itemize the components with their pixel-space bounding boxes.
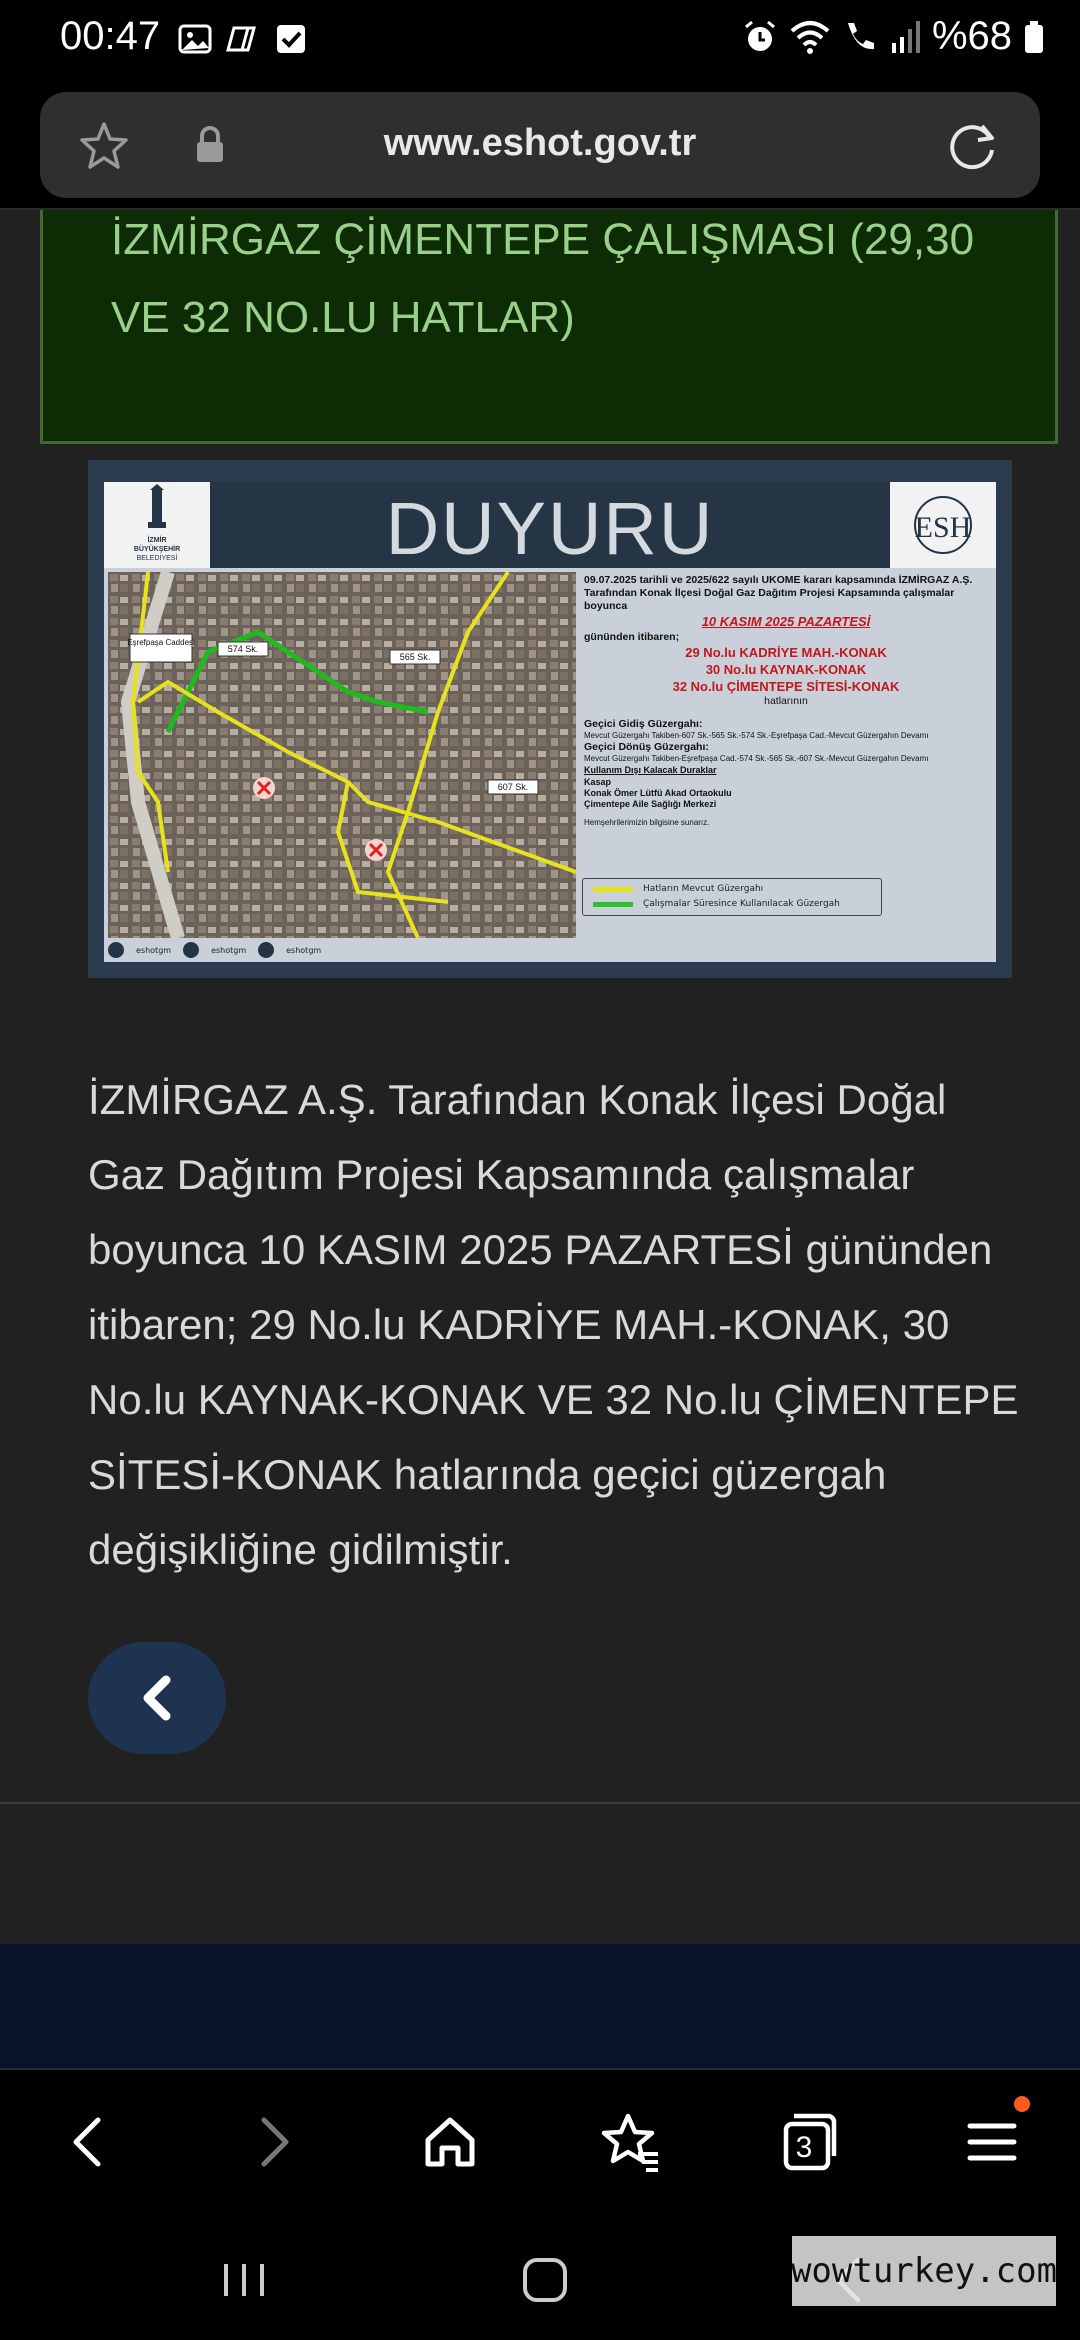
divider: [0, 1802, 1080, 1804]
browser-address-area: [0, 84, 1080, 210]
announcement-poster[interactable]: [88, 460, 1012, 978]
status-time: 00:47: [60, 14, 161, 58]
poster-outbound-route: Mevcut Güzergahı Takiben-607 Sk.-565 Sk.-574 Sk.-Eşrefpaşa Cad.-Mevcut Güzergahın Devamı: [584, 731, 929, 740]
poster-heading: DUYURU: [385, 487, 715, 570]
poster-inner: [104, 482, 996, 962]
legend-swatch-green: [593, 902, 633, 907]
browser-toolbar: [0, 2068, 1080, 2216]
twitter-icon: [183, 942, 199, 958]
poster-stop: Kasap: [584, 777, 612, 787]
site-footer: [0, 1944, 1080, 2078]
poster-line-29: 29 No.lu KADRİYE MAH.-KONAK: [685, 645, 887, 660]
status-right: [742, 14, 1044, 59]
map-label-607: 607 Sk.: [497, 782, 529, 792]
map-legend: [582, 878, 882, 916]
back-button[interactable]: [88, 1642, 226, 1754]
svg-text:BELEDİYESİ: BELEDİYESİ: [136, 555, 178, 562]
poster-header: [104, 482, 996, 568]
legend-swatch-yellow: [593, 887, 633, 892]
status-bar: [0, 0, 1080, 84]
closed-stop-marker: [365, 839, 387, 861]
izmir-municipality-logo: [104, 482, 210, 568]
notification-dot: [1014, 2096, 1030, 2112]
article-title-box: [40, 210, 1058, 444]
poster-social: [108, 942, 321, 958]
notification-icons: [178, 22, 308, 56]
legend-label: Hatların Mevcut Güzergahı: [643, 884, 764, 894]
tab-count: 3: [795, 2131, 813, 2164]
poster-intro: 09.07.2025 tarihli ve 2025/622 sayılı UKOME kararı kapsamında İZMİRGAZ A.Ş. Tarafından Konak İlçesi Doğal Gaz Dağıtım Projesi Kapsamında çalışmalar boyunca: [584, 574, 973, 612]
wifi-icon: [790, 19, 830, 55]
map-label-esrefpasa: Eşrefpaşa Caddesi: [127, 638, 195, 647]
social-handle: eshotgm: [211, 945, 247, 955]
poster-stop: Konak Ömer Lütfü Akad Ortaokulu: [584, 788, 732, 798]
alarm-icon: [742, 19, 778, 55]
back-icon[interactable]: [58, 2110, 122, 2174]
map-label-574: 574 Sk.: [227, 644, 259, 654]
article-body: İZMİRGAZ A.Ş. Tarafından Konak İlçesi Doğal Gaz Dağıtım Projesi Kapsamında çalışmalar boyunca 10 KASIM 2025 PAZARTESİ gününden itibaren; 29 No.lu KADRİYE MAH.-KONAK, 30 No.lu KAYNAK-KONAK VE 32 No.lu ÇİMENTEPE SİTESİ-KONAK hatlarında geçici güzergah değişikliğine gidilmiştir.: [88, 1076, 1019, 1573]
social-handle: eshotgm: [286, 945, 322, 955]
closed-stop-marker: [253, 777, 275, 799]
home-nav-icon[interactable]: [515, 2250, 575, 2310]
facebook-icon: [108, 942, 124, 958]
address-bar[interactable]: [40, 92, 1040, 198]
wifi-call-icon: [842, 19, 878, 55]
eshot-logo: [890, 482, 996, 568]
bookmarks-icon[interactable]: [598, 2110, 662, 2174]
route-map: [108, 572, 576, 938]
copilot-icon: [226, 22, 260, 56]
svg-text:ESH: ESH: [914, 511, 972, 544]
poster-notice: Hemşehrilerimizin bilgisine sunarız.: [584, 818, 710, 827]
url-text[interactable]: www.eshot.gov.tr: [383, 122, 697, 164]
check-square-icon: [274, 22, 308, 56]
social-handle: eshotgm: [136, 945, 172, 955]
poster-from: gününden itibaren;: [584, 631, 680, 643]
poster-text: [584, 574, 988, 828]
instagram-icon: [258, 942, 274, 958]
poster-return-title: Geçici Dönüş Güzergahı:: [584, 741, 709, 753]
poster-outbound-title: Geçici Gidiş Güzergahı:: [584, 718, 703, 730]
menu-button[interactable]: [960, 2110, 1024, 2174]
svg-text:İZMİR: İZMİR: [147, 537, 167, 544]
web-page: [0, 210, 1080, 2078]
svg-text:BÜYÜKŞEHİR: BÜYÜKŞEHİR: [133, 546, 181, 553]
battery-percent: %68: [931, 14, 1012, 58]
reload-icon[interactable]: [946, 118, 1002, 174]
poster-stops-title: Kullanım Dışı Kalacak Duraklar: [584, 765, 717, 775]
poster-stop: Çimentepe Aile Sağlığı Merkezi: [584, 799, 717, 809]
poster-lines-suffix: hatlarının: [764, 695, 808, 707]
battery-icon: [1024, 19, 1044, 55]
forward-icon[interactable]: [240, 2110, 304, 2174]
home-icon[interactable]: [418, 2110, 482, 2174]
gallery-icon: [178, 22, 212, 56]
poster-return-route: Mevcut Güzergahı Takiben-Eşrefpaşa Cad.-574 Sk.-565 Sk.-607 Sk.-Mevcut Güzergahın Devamı: [584, 754, 929, 763]
tabs-button[interactable]: [778, 2110, 842, 2174]
menu-icon: [960, 2110, 1024, 2174]
watermark: wowturkey.com: [792, 2236, 1056, 2306]
poster-date: 10 KASIM 2025 PAZARTESİ: [701, 614, 871, 629]
recents-icon[interactable]: [214, 2250, 274, 2310]
poster-line-32: 32 No.lu ÇİMENTEPE SİTESİ-KONAK: [672, 679, 900, 694]
article-title: İZMİRGAZ ÇİMENTEPE ÇALIŞMASI (29,30 VE 32 NO.LU HATLAR): [111, 215, 975, 342]
poster-line-30: 30 No.lu KAYNAK-KONAK: [705, 662, 867, 677]
chevron-left-icon: [134, 1674, 180, 1722]
signal-icon: [890, 19, 920, 55]
map-label-565: 565 Sk.: [399, 652, 431, 662]
legend-label: Çalışmalar Süresince Kullanılacak Güzergah: [643, 899, 840, 909]
